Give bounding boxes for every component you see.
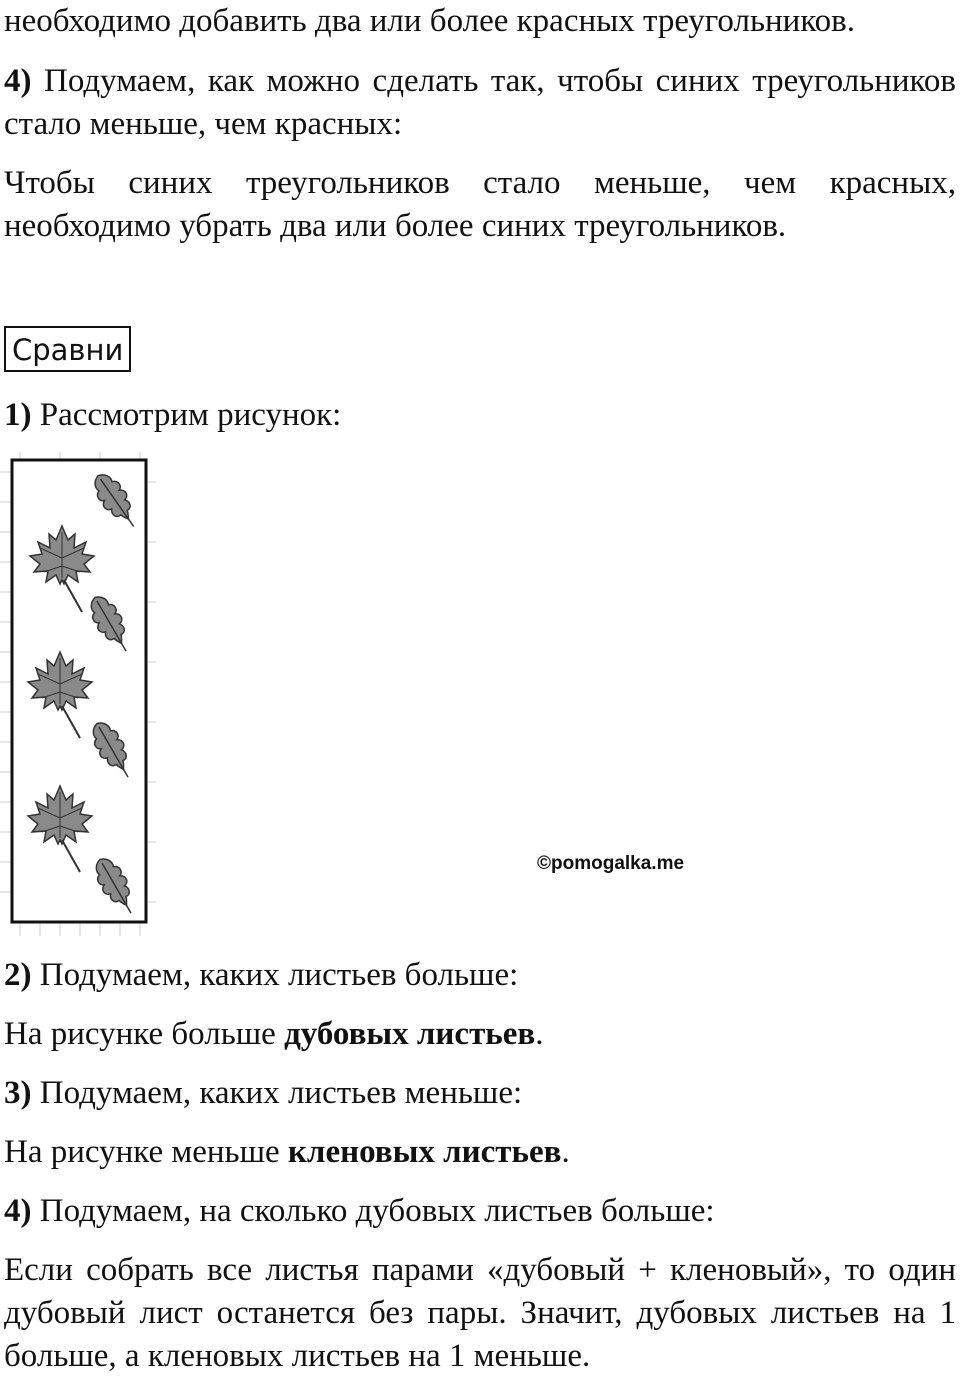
answer-2 xyxy=(4,1013,956,1056)
answer-text: Чтобы синих треугольников стало меньше, чем красных, необходимо убрать два или более синих треугольников. xyxy=(4,165,956,244)
item-number: 4) xyxy=(4,63,32,99)
answer-suffix: . xyxy=(561,1134,570,1170)
item-number: 4) xyxy=(4,1193,32,1229)
watermark: ©pomogalka.me xyxy=(537,853,685,874)
answer-paragraph-top xyxy=(4,162,956,248)
top-paragraph xyxy=(4,0,956,43)
item-4-question-top xyxy=(4,60,956,146)
item-text: Рассмотрим рисунок: xyxy=(39,397,342,433)
answer-text: Если собрать все листья парами «дубовый + кленовый», то один дубовый лист останется без пары. Значит, дубовых листьев на 1 больше, а кленовых листьев на 1 меньше. xyxy=(4,1252,956,1374)
answer-prefix: На рисунке больше xyxy=(4,1016,285,1052)
item-number: 2) xyxy=(4,957,32,993)
answer-suffix: . xyxy=(535,1016,544,1052)
answer-3 xyxy=(4,1131,956,1174)
oak-leaf-icon xyxy=(87,468,144,534)
maple-leaf-icon xyxy=(30,526,94,612)
item-text: Подумаем, на сколько дубовых листьев больше: xyxy=(39,1193,715,1229)
top-paragraph-text: необходимо добавить два или более красных треугольников. xyxy=(4,3,856,39)
oak-leaf-icon xyxy=(89,853,143,920)
item-text: Подумаем, каких листьев больше: xyxy=(39,957,519,993)
item-1-question xyxy=(4,394,956,437)
item-3-question xyxy=(4,1072,956,1115)
oak-leaf-icon xyxy=(86,717,140,784)
item-2-question xyxy=(4,954,956,997)
item-number: 1) xyxy=(4,397,32,433)
leaves-figure xyxy=(0,452,160,936)
section-label-compare: Сравни xyxy=(4,326,131,372)
item-number: 3) xyxy=(4,1075,32,1111)
item-4-question xyxy=(4,1190,956,1233)
answer-4 xyxy=(4,1249,956,1378)
maple-leaf-icon xyxy=(28,786,92,872)
oak-leaf-icon xyxy=(84,591,138,658)
answer-bold: дубовых листьев xyxy=(284,1016,536,1052)
answer-prefix: На рисунке меньше xyxy=(4,1134,288,1170)
answer-bold: кленовых листьев xyxy=(287,1134,562,1170)
item-text: Подумаем, каких листьев меньше: xyxy=(39,1075,523,1111)
item-text: Подумаем, как можно сделать так, чтобы синих треугольников стало меньше, чем красных: xyxy=(4,63,956,142)
maple-leaf-icon xyxy=(28,652,92,738)
